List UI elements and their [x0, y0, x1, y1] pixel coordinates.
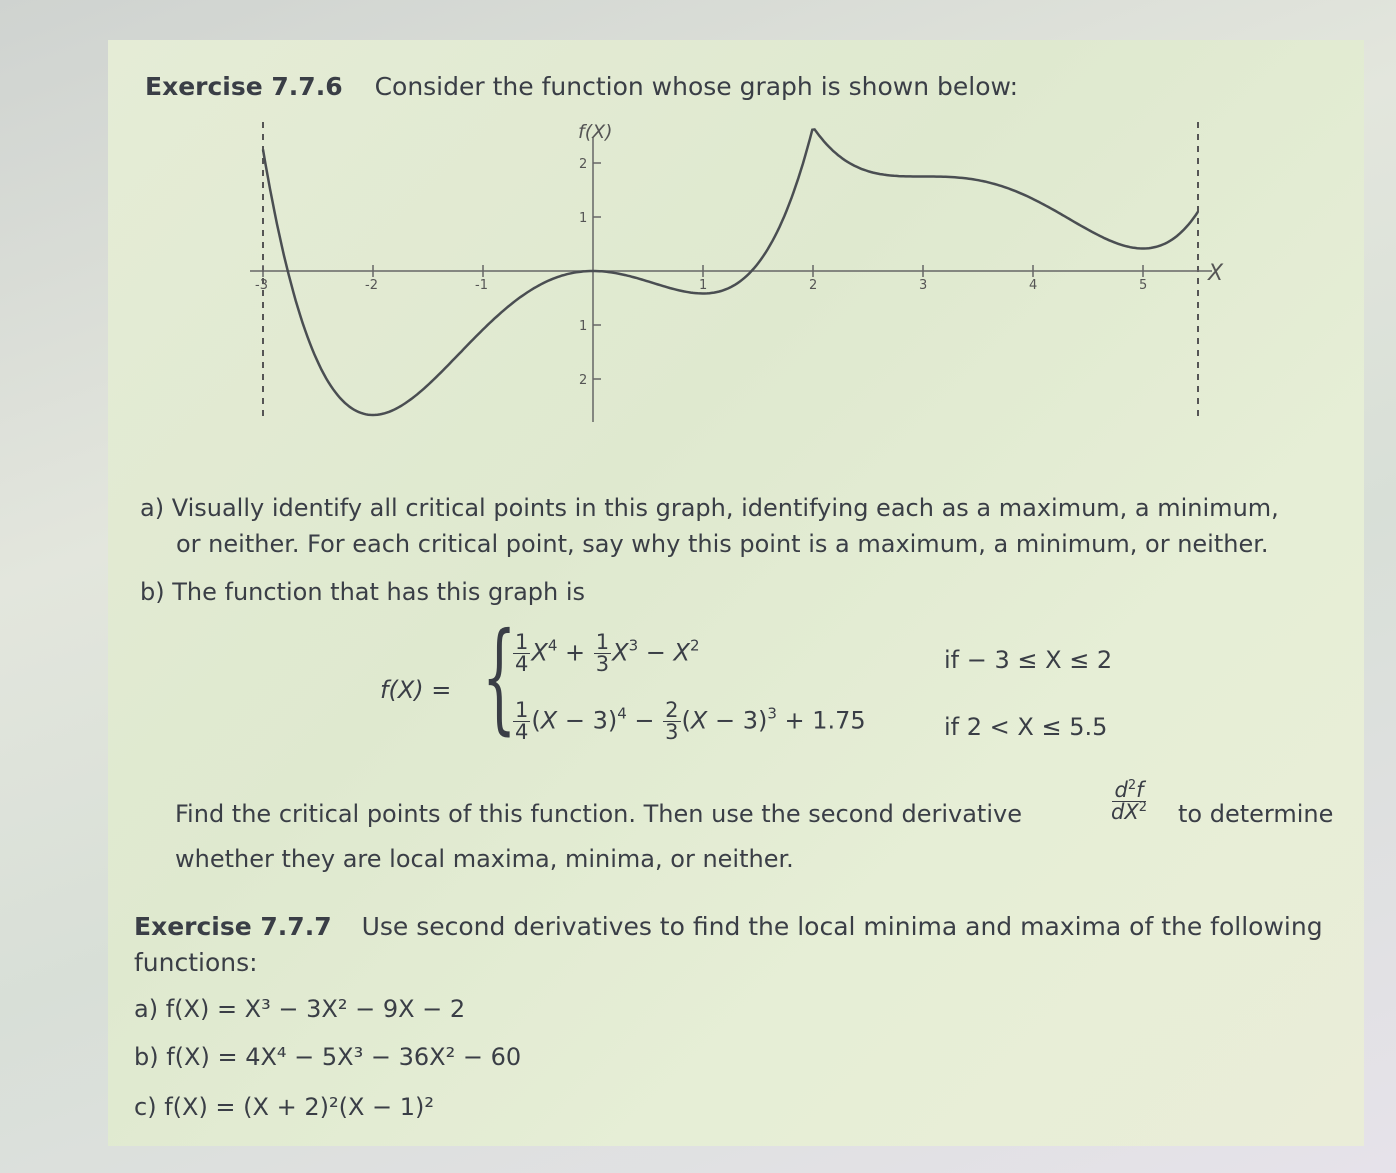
- exercise-intro: Consider the function whose graph is shown below:: [374, 72, 1019, 101]
- x-tick-label: -3: [255, 278, 268, 293]
- x-tick-label: 4: [1029, 278, 1038, 293]
- x-tick-label: 1: [699, 278, 708, 293]
- exercise-7-7-7-part-c: c) f(X) = (X + 2)²(X − 1)²: [134, 1093, 435, 1121]
- second-derivative-notation: $\frac{d^2f}{dX^2}$: [1111, 778, 1147, 824]
- case2-constant: + 1.75: [784, 706, 866, 735]
- piecewise-lhs: [380, 676, 451, 704]
- x-tick-label: -2: [365, 278, 378, 293]
- function-curve: [263, 129, 1198, 415]
- piecewise-case2-expression: $\frac{1}{4}$ $(X - 3)^4$ − $\frac{2}{3}$ $(X - 3)^3 + 1.75$: [515, 698, 866, 744]
- exercise-intro: Use second derivatives to find the local minima and maxima of the following: [361, 912, 1323, 941]
- piecewise-brace: {: [482, 608, 517, 747]
- piecewise-case2-condition: if 2 < X ≤ 5.5: [944, 713, 1108, 741]
- y-tick-label: 1: [579, 211, 588, 226]
- x-tick-label: 5: [1139, 278, 1148, 293]
- exercise-7-7-7-part-b: b) f(X) = 4X⁴ − 5X³ − 36X² − 60: [134, 1043, 522, 1071]
- find-line2: whether they are local maxima, minima, or neither.: [175, 845, 794, 873]
- find-line1-post: to determine: [1178, 800, 1334, 828]
- x-axis-label: X: [1208, 261, 1224, 286]
- piecewise-case1-expression: $\frac{1}{4}$ $X^4$ + $\frac{1}{3}$ $X^3 - X^2$: [515, 630, 700, 676]
- y-tick-label: 1: [579, 319, 588, 334]
- x-tick-label: 2: [809, 278, 818, 293]
- domain-boundary-lines: [263, 122, 1198, 418]
- exercise-7-7-7-part-a: a) f(X) = X³ − 3X² − 9X − 2: [134, 995, 466, 1023]
- exercise-7-7-7-intro-line2: functions:: [134, 948, 258, 977]
- y-tick-label: 2: [579, 373, 588, 388]
- y-axis-label: f(X): [578, 121, 613, 143]
- exercise-label: Exercise 7.7.7: [134, 912, 332, 941]
- part-a-line1: a) Visually identify all critical points in this graph, identifying each as a maximum, a minimum,: [140, 494, 1279, 522]
- exercise-7-7-6-header: [145, 72, 1018, 101]
- find-line1-pre: Find the critical points of this function. Then use the second derivative: [175, 800, 1022, 828]
- exercise-7-7-7-header: [134, 912, 1323, 941]
- x-tick-label: 3: [919, 278, 928, 293]
- exercise-label: Exercise 7.7.6: [145, 72, 343, 101]
- x-tick-label: -1: [475, 278, 488, 293]
- piecewise-lhs-text: f(X) =: [380, 676, 452, 704]
- part-a-line2: or neither. For each critical point, say why this point is a maximum, a minimum, or neither.: [176, 530, 1269, 558]
- piecewise-case1-condition: if − 3 ≤ X ≤ 2: [944, 646, 1113, 674]
- function-graph: [250, 110, 1230, 430]
- y-tick-label: 2: [579, 157, 588, 172]
- x-ticks: [255, 265, 1147, 293]
- part-b-line: b) The function that has this graph is: [140, 578, 586, 606]
